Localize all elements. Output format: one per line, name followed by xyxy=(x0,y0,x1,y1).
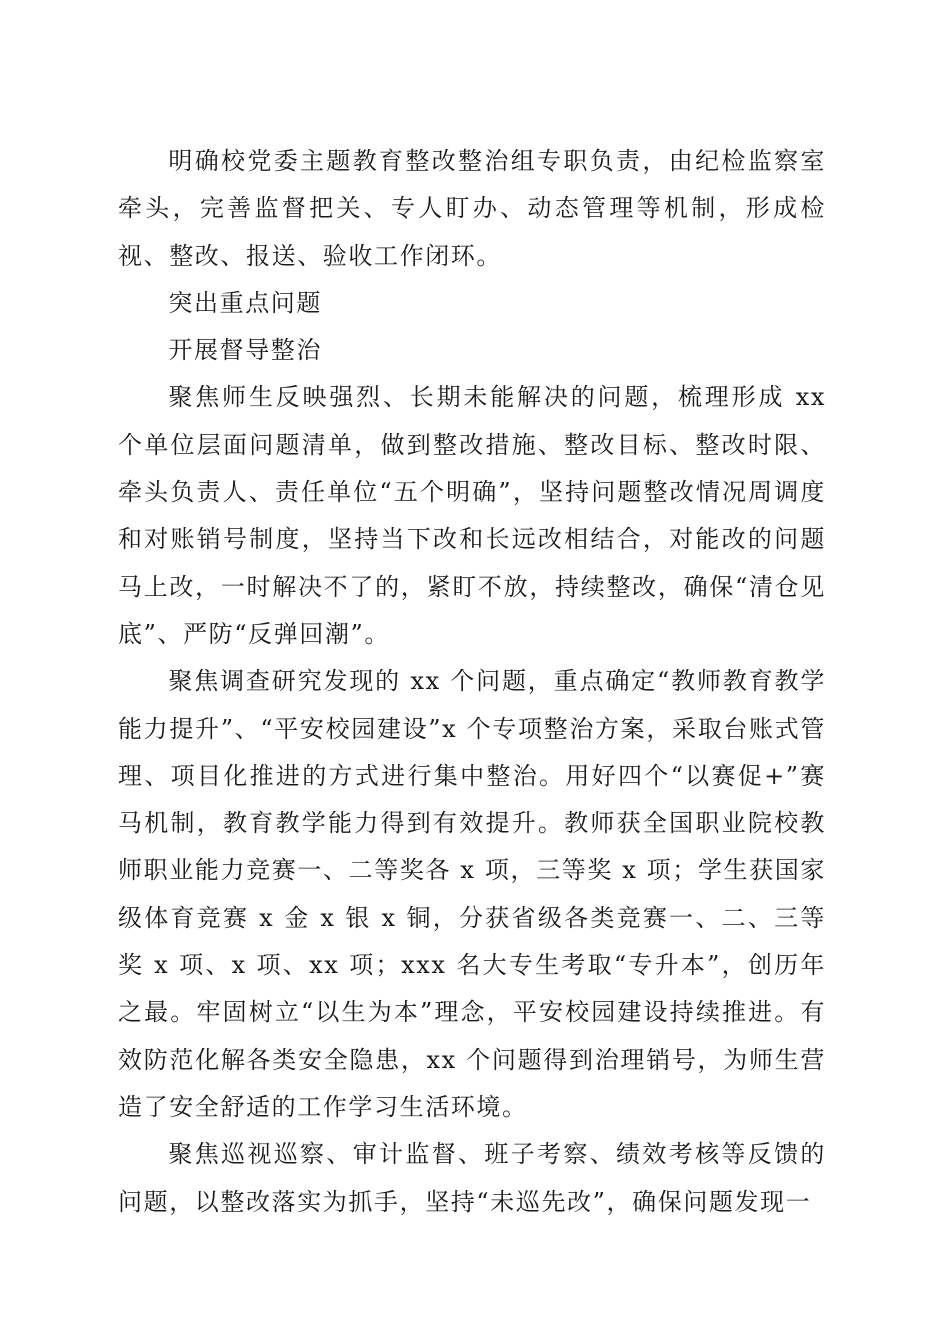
subheading-key-issues: 突出重点问题 xyxy=(168,288,322,317)
subheading-supervised-rectification: 开展督导整治 xyxy=(168,336,322,365)
paragraph-supervision-mechanism: 明确校党委主题教育整改整治组专职负责，由纪检监察室牵头，完善监督把关、专人盯办、动态管理等机制，形成检视、整改、报送、验收工作闭环。 xyxy=(118,147,826,270)
paragraph-inspection-feedback: 聚焦巡视巡察、审计监督、班子考察、绩效考核等反馈的问题，以整改落实为抓手，坚持“未巡先改”，确保问题发现一 xyxy=(118,1140,826,1216)
paragraph-special-rectification: 聚焦调查研究发现的 xx 个问题，重点确定“教师教育教学能力提升”、“平安校园建设”x 个专项整治方案，采取台账式管理、项目化推进的方式进行集中整治。用好四个“以赛促+”赛马机制，教育教学能力得到有效提升。教师获全国职业院校教师职业能力竞赛一、二等奖各 x 项，三等奖 x 项；学生获国家级体育竞赛 x 金 x 银 x 铜，分获省级各类竞赛一、二、三等奖 x 项、x 项、xx 项；xxx 名大专生考取“专升本”，创历年之最。牢固树立“以生为本”理念，平安校园建设持续推进。有效防范化解各类安全隐患，xx 个问题得到治理销号，为师生营造了安全舒适的工作学习生活环境。 xyxy=(118,667,826,1121)
paragraph-problem-list: 聚焦师生反映强烈、长期未能解决的问题，梳理形成 xx 个单位层面问题清单，做到整改措施、整改目标、整改时限、牵头负责人、责任单位“五个明确”，坚持问题整改情况周调度和对账销号制度，坚持当下改和长远改相结合，对能改的问题马上改，一时解决不了的，紧盯不放，持续整改，确保“清仓见底”、严防“反弹回潮”。 xyxy=(118,383,826,648)
document-body xyxy=(118,138,826,1226)
